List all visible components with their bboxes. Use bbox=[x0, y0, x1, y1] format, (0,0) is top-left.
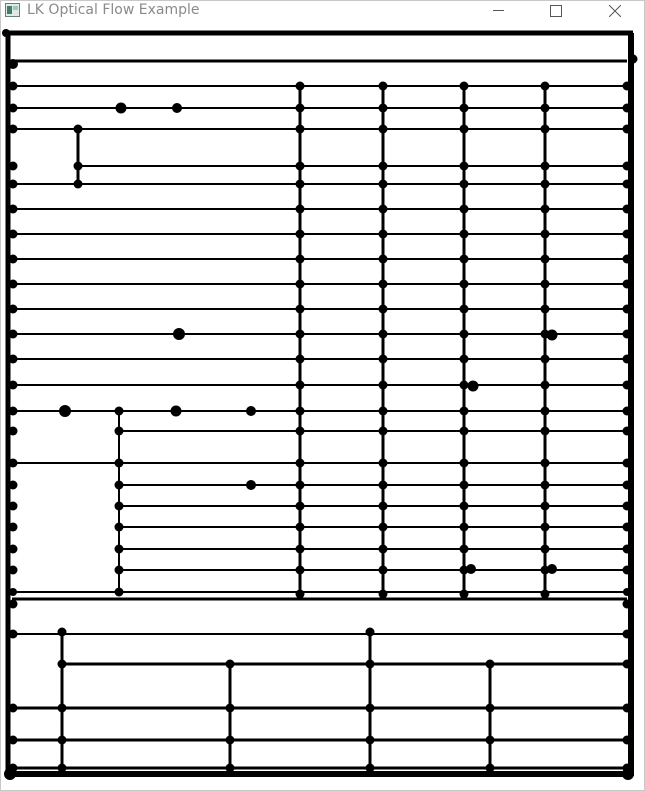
tracked-point bbox=[541, 205, 550, 214]
tracked-point bbox=[2, 29, 10, 37]
tracked-point bbox=[541, 305, 550, 314]
tracked-point bbox=[460, 355, 469, 364]
tracked-point bbox=[623, 162, 632, 171]
tracked-point bbox=[623, 600, 632, 609]
tracked-point bbox=[9, 125, 18, 134]
tracked-point bbox=[9, 630, 18, 639]
tracked-point bbox=[9, 230, 18, 239]
tracked-point bbox=[9, 600, 18, 609]
tracked-point bbox=[379, 381, 388, 390]
tracked-point bbox=[379, 180, 388, 189]
tracked-point bbox=[9, 330, 18, 339]
tracked-point bbox=[171, 406, 182, 417]
tracked-point bbox=[547, 330, 558, 341]
tracked-point bbox=[379, 255, 388, 264]
tracked-point bbox=[629, 55, 638, 64]
tracked-point bbox=[623, 660, 632, 669]
tracked-point bbox=[623, 205, 632, 214]
tracked-point bbox=[541, 523, 550, 532]
tracked-point bbox=[623, 427, 632, 436]
tracked-point bbox=[9, 255, 18, 264]
tracked-point bbox=[623, 255, 632, 264]
tracked-point bbox=[226, 764, 235, 773]
tracked-point bbox=[547, 564, 557, 574]
tracked-point bbox=[296, 590, 305, 599]
tracked-point bbox=[172, 103, 182, 113]
tracked-point bbox=[296, 545, 305, 554]
tracked-point bbox=[460, 381, 469, 390]
tracked-point bbox=[379, 104, 388, 113]
tracked-point bbox=[541, 180, 550, 189]
tracked-point bbox=[74, 162, 83, 171]
tracked-point bbox=[115, 502, 124, 511]
tracked-point bbox=[460, 205, 469, 214]
image-canvas bbox=[1, 21, 644, 791]
tracked-point bbox=[74, 125, 83, 134]
tracked-point bbox=[296, 205, 305, 214]
tracked-point bbox=[59, 405, 71, 417]
tracked-point bbox=[460, 459, 469, 468]
tracked-point bbox=[296, 330, 305, 339]
tracked-point bbox=[296, 355, 305, 364]
tracked-point bbox=[379, 545, 388, 554]
tracked-point bbox=[623, 330, 632, 339]
tracked-point bbox=[623, 566, 632, 575]
tracked-point bbox=[460, 407, 469, 416]
tracked-point bbox=[379, 305, 388, 314]
tracked-point bbox=[379, 82, 388, 91]
tracked-point bbox=[115, 459, 124, 468]
tracked-point bbox=[460, 523, 469, 532]
tracked-point bbox=[379, 280, 388, 289]
tracked-point bbox=[115, 427, 124, 436]
tracked-point bbox=[366, 660, 375, 669]
tracked-point bbox=[115, 407, 124, 416]
tracked-point bbox=[115, 481, 124, 490]
tracked-point bbox=[9, 502, 18, 511]
tracked-point bbox=[460, 82, 469, 91]
tracked-point bbox=[541, 162, 550, 171]
tracked-point bbox=[296, 104, 305, 113]
tracked-point bbox=[296, 502, 305, 511]
tracked-point bbox=[541, 381, 550, 390]
tracked-point bbox=[460, 545, 469, 554]
tracked-point bbox=[460, 481, 469, 490]
tracked-point bbox=[486, 736, 495, 745]
tracked-point bbox=[115, 545, 124, 554]
tracked-point bbox=[541, 590, 550, 599]
tracked-point bbox=[296, 407, 305, 416]
minimize-button[interactable] bbox=[475, 1, 521, 20]
tracked-point bbox=[226, 736, 235, 745]
tracked-point bbox=[541, 407, 550, 416]
tracked-point bbox=[623, 180, 632, 189]
tracked-point bbox=[9, 704, 18, 713]
tracked-point bbox=[379, 481, 388, 490]
tracked-point bbox=[9, 305, 18, 314]
tracked-point bbox=[9, 82, 18, 91]
tracked-point bbox=[379, 230, 388, 239]
tracked-point bbox=[623, 704, 632, 713]
tracked-point bbox=[9, 481, 18, 490]
tracked-point bbox=[366, 704, 375, 713]
tracked-point bbox=[296, 230, 305, 239]
tracked-point bbox=[58, 704, 67, 713]
tracked-point bbox=[296, 459, 305, 468]
tracked-point bbox=[466, 564, 476, 574]
tracked-point bbox=[486, 764, 495, 773]
tracked-point bbox=[9, 545, 18, 554]
close-button[interactable] bbox=[592, 1, 638, 20]
tracked-point bbox=[460, 162, 469, 171]
tracked-point bbox=[623, 736, 632, 745]
tracked-point bbox=[9, 407, 18, 416]
tracked-point bbox=[541, 125, 550, 134]
tracked-point bbox=[541, 481, 550, 490]
maximize-icon bbox=[550, 5, 562, 17]
tracked-point bbox=[541, 280, 550, 289]
tracked-point bbox=[296, 523, 305, 532]
tracked-point bbox=[623, 230, 632, 239]
tracked-point bbox=[296, 381, 305, 390]
tracked-point bbox=[4, 768, 16, 780]
tracked-point bbox=[58, 660, 67, 669]
tracked-point bbox=[623, 502, 632, 511]
tracked-point bbox=[9, 588, 17, 596]
tracked-point bbox=[541, 230, 550, 239]
tracked-point bbox=[460, 230, 469, 239]
tracked-point bbox=[9, 566, 18, 575]
tracked-point bbox=[9, 205, 18, 214]
tracked-point bbox=[366, 764, 375, 773]
tracked-point bbox=[460, 305, 469, 314]
tracked-point bbox=[623, 82, 632, 91]
tracked-point bbox=[226, 660, 235, 669]
tracked-point bbox=[9, 162, 18, 171]
tracked-point bbox=[623, 104, 632, 113]
close-icon bbox=[609, 5, 621, 17]
tracked-point bbox=[379, 566, 388, 575]
tracked-point bbox=[379, 355, 388, 364]
tracked-point bbox=[623, 381, 632, 390]
tracked-point bbox=[460, 125, 469, 134]
tracked-point bbox=[379, 125, 388, 134]
tracked-point bbox=[9, 736, 18, 745]
tracked-point bbox=[296, 566, 305, 575]
tracked-point bbox=[623, 523, 632, 532]
tracked-point bbox=[460, 330, 469, 339]
tracked-point bbox=[541, 255, 550, 264]
tracked-point bbox=[116, 103, 127, 114]
tracked-point bbox=[623, 305, 632, 314]
tracked-point bbox=[58, 628, 67, 637]
tracked-point bbox=[9, 427, 18, 436]
tracked-point bbox=[541, 459, 550, 468]
tracked-point bbox=[379, 427, 388, 436]
tracked-point bbox=[296, 481, 305, 490]
tracked-point bbox=[296, 255, 305, 264]
tracked-point bbox=[541, 545, 550, 554]
tracked-point bbox=[296, 280, 305, 289]
tracked-point bbox=[379, 205, 388, 214]
tracked-point bbox=[379, 502, 388, 511]
tracked-point bbox=[226, 704, 235, 713]
minimize-icon bbox=[493, 5, 504, 16]
tracked-point bbox=[623, 125, 632, 134]
tracked-point bbox=[9, 104, 18, 113]
tracked-point bbox=[623, 588, 631, 596]
tracked-point bbox=[246, 406, 256, 416]
app-icon bbox=[5, 3, 20, 17]
tracked-point bbox=[366, 628, 375, 637]
tracked-point bbox=[486, 660, 495, 669]
tracked-point bbox=[623, 407, 632, 416]
tracked-point bbox=[541, 82, 550, 91]
tracked-point bbox=[246, 480, 256, 490]
tracked-point bbox=[9, 459, 18, 468]
tracked-point bbox=[58, 736, 67, 745]
tracked-point bbox=[379, 162, 388, 171]
tracked-point bbox=[115, 523, 124, 532]
tracked-point bbox=[115, 566, 124, 575]
tracked-point bbox=[460, 590, 469, 599]
tracked-point bbox=[379, 459, 388, 468]
tracked-point bbox=[173, 328, 185, 340]
tracked-point bbox=[623, 355, 632, 364]
tracked-point bbox=[379, 330, 388, 339]
tracked-point bbox=[541, 355, 550, 364]
tracked-point bbox=[623, 545, 632, 554]
tracked-point bbox=[296, 180, 305, 189]
tracked-point bbox=[623, 630, 632, 639]
tracked-point bbox=[541, 427, 550, 436]
tracked-point bbox=[468, 381, 479, 392]
tracked-point bbox=[296, 82, 305, 91]
tracked-point bbox=[9, 355, 18, 364]
tracked-point bbox=[460, 280, 469, 289]
tracked-point bbox=[622, 768, 634, 780]
tracked-point bbox=[8, 59, 18, 69]
tracked-point bbox=[9, 523, 18, 532]
window-title: LK Optical Flow Example bbox=[27, 2, 200, 18]
tracked-point bbox=[379, 407, 388, 416]
tracked-point bbox=[115, 588, 124, 597]
tracked-point bbox=[296, 125, 305, 134]
tracked-point bbox=[460, 180, 469, 189]
tracked-point bbox=[460, 255, 469, 264]
tracked-point bbox=[623, 280, 632, 289]
tracked-point bbox=[460, 427, 469, 436]
tracked-point bbox=[379, 523, 388, 532]
tracked-point bbox=[379, 590, 388, 599]
tracked-point bbox=[74, 180, 83, 189]
tracked-point bbox=[296, 162, 305, 171]
title-bar[interactable] bbox=[1, 1, 644, 20]
tracked-point bbox=[460, 104, 469, 113]
tracked-point bbox=[366, 736, 375, 745]
tracked-point bbox=[9, 381, 18, 390]
tracked-point bbox=[460, 502, 469, 511]
tracked-point bbox=[296, 427, 305, 436]
tracked-point bbox=[623, 481, 632, 490]
tracked-point bbox=[9, 180, 18, 189]
maximize-button[interactable] bbox=[533, 1, 579, 20]
tracked-point bbox=[486, 704, 495, 713]
tracked-point bbox=[58, 764, 67, 773]
tracked-point bbox=[541, 104, 550, 113]
tracked-point bbox=[9, 280, 18, 289]
tracked-point bbox=[541, 502, 550, 511]
tracked-point bbox=[623, 459, 632, 468]
tracked-point bbox=[296, 305, 305, 314]
